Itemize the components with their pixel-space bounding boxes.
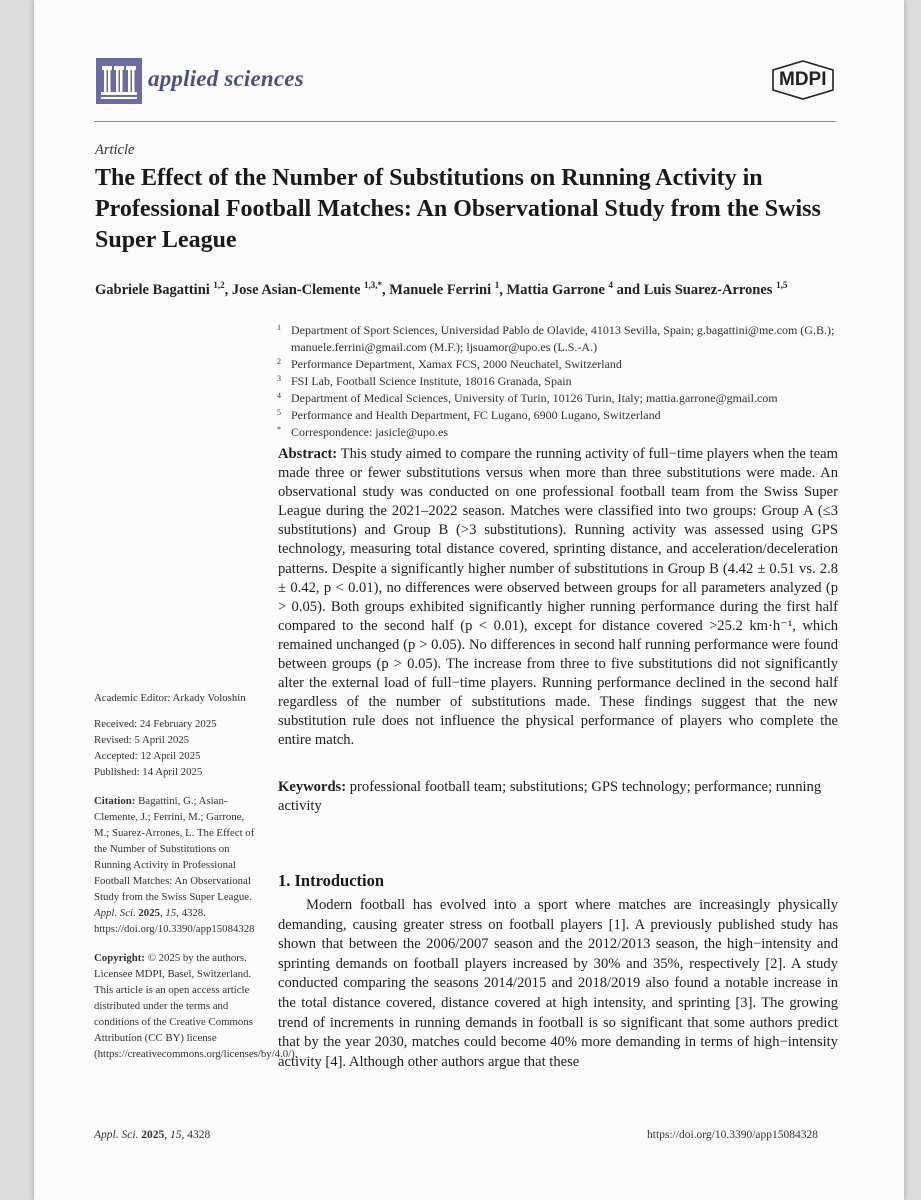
author-name: Luis Suarez-Arrones — [643, 281, 777, 298]
footer-journal: Appl. Sci. — [94, 1129, 139, 1141]
abstract — [278, 445, 838, 751]
citation-heading: Citation: — [94, 795, 136, 807]
paper-title: The Effect of the Number of Substitutions on Running Activity in Professional Football Matches: An Observational Study from the Swiss Super League — [95, 165, 821, 253]
author-name: Gabriele Bagattini — [95, 281, 214, 298]
published-date: Published: 14 April 2025 — [94, 766, 203, 778]
publisher-logo — [770, 60, 828, 96]
citation-text: Bagattini, G.; Asian-Clemente, J.; Ferrini, M.; Garrone, M.; Suarez-Arrones, L. The Effect of the Number of Substitutions on Running Activity in Professional Football Matches: An Observational Study from the Swiss Super League. — [94, 795, 255, 903]
copyright-text: © 2025 by the authors. Licensee MDPI, Basel, Switzerland. This article is an open access article distributed under the terms and conditions of the Creative Commons Attribution (CC BY) license (https://creativecommons.org/licenses/by/4.0/). — [94, 952, 298, 1060]
affiliation-text: Performance and Health Department, FC Lugano, 6900 Lugano, Switzerland — [291, 408, 661, 422]
author-affiliation-marker: 4 — [608, 280, 614, 290]
citation-doi[interactable]: , 4328. https://doi.org/10.3390/app15084328 — [94, 907, 255, 935]
author-affiliation-marker: 1,2 — [213, 280, 225, 290]
article-type: Article — [95, 142, 135, 158]
affiliation-item — [277, 424, 837, 441]
author-name: Jose Asian-Clemente — [231, 281, 365, 298]
affiliation-text: Correspondence: jasicle@upo.es — [291, 425, 449, 439]
affiliations — [277, 322, 837, 441]
footer-article-number: , 4328 — [181, 1129, 211, 1141]
footer-year: 2025 — [141, 1129, 165, 1141]
copyright-block — [94, 950, 298, 1062]
author-list — [95, 280, 855, 299]
section-heading-introduction: 1. Introduction — [278, 871, 385, 890]
paper-page — [34, 0, 904, 1200]
footer-volume: 15 — [170, 1129, 182, 1141]
affiliation-number: 2 — [277, 357, 281, 366]
footer-doi-link[interactable]: https://doi.org/10.3390/app15084328 — [647, 1129, 819, 1141]
accepted-date: Accepted: 12 April 2025 — [94, 750, 201, 762]
affiliation-number: 3 — [277, 374, 281, 383]
author-name: Manuele Ferrini — [389, 281, 495, 298]
introduction-text: Modern football has evolved into a sport where matches are increasingly physically demanding, causing greater stress on football players [1]. A previously published study has shown that between the 2006/2007 season and the 2012/2013 season, the high−intensity and sprinting demands on football players increased by 30% and 35%, respectively [2]. A study conducted comparing the seasons 2014/2015 and 2018/2019 also found a notable increase in the total distance covered, distance covered at high intensity, and sprinting [3]. The growing trend of increments in running demands in football is so significant that some authors predict that by the year 2030, matches could become 40% more demanding in terms of high−intensity activity [4]. Although other authors argue that these — [278, 897, 838, 1070]
abstract-heading: Abstract: — [278, 446, 338, 462]
affiliation-text: Department of Sport Sciences, Universidad Pablo de Olavide, 41013 Sevilla, Spain; g.bagattini@me.com (G.B.); manuele.ferrini@gmail.com (M.F.); ljsuamor@upo.es (L.S.-A.) — [291, 323, 835, 354]
received-date: Received: 24 February 2025 — [94, 718, 217, 730]
affiliation-item — [277, 322, 837, 356]
author-name: Mattia Garrone — [506, 281, 609, 298]
abstract-text: This study aimed to compare the running activity of full−time players when the team made three or fewer substitutions versus when more than three substitutions were made. An observational study was conducted on one professional football team from the Swiss Super League during the 2021–2022 season. Matches were classified into two groups: Group A (≤3 substitutions) and Group B (>3 substitutions). Running activity was assessed using GPS technology, measuring total distance covered, sprinting distance, and acceleration/deceleration patterns. Despite a significantly higher number of substitutions in Group B (4.42 ± 0.51 vs. 2.8 ± 0.42, p < 0.01), no differences were observed between groups for all parameters analyzed (p > 0.05). Both groups exhibited significantly higher running performance during the first half compared to the second half (p < 0.01), except for distance covered >25.2 km·h⁻¹, which remained unchanged (p > 0.05). No differences in second half running performance were found between groups (p > 0.05). The increase from three to five substitutions did not significantly alter the external load of full−time players. Running performance declined in the second half regardless of the number of substitutions made. These findings suggest that the new substitution rule does not influence the physical performance of players who complete the entire match. — [278, 446, 838, 749]
affiliation-text: FSI Lab, Football Science Institute, 18016 Granada, Spain — [291, 374, 572, 388]
publication-dates — [94, 716, 262, 780]
citation-block: Citation: Bagattini, G.; Asian-Clemente, J.; Ferrini, M.; Garrone, M.; Suarez-Arrones, L. The Effect of the Number of Substitutions on Running Activity in Professional Football Matches: An Observational Study from the Swiss Super League. Appl. Sci. 2025, 15, 4328. https://doi.org/10.3390/app15084328 — [94, 795, 255, 935]
affiliation-text: Department of Medical Sciences, University of Turin, 10126 Turin, Italy; mattia.garrone@gmail.com — [291, 391, 778, 405]
affiliation-item — [277, 356, 837, 373]
author-affiliation-marker: 1 — [494, 280, 500, 290]
journal-name: applied sciences — [148, 66, 304, 91]
affiliation-item — [277, 407, 837, 424]
affiliation-item — [277, 390, 837, 407]
author-separator: , — [499, 281, 507, 298]
header-divider — [94, 121, 836, 122]
affiliation-number: 4 — [277, 391, 281, 400]
citation-year: 2025 — [138, 907, 160, 919]
academic-editor: Academic Editor: Arkady Voloshin — [94, 692, 246, 704]
journal-logo-icon — [96, 58, 142, 104]
citation-volume: 15 — [165, 907, 177, 919]
affiliation-number: 5 — [277, 408, 281, 417]
keywords-heading: Keywords: — [278, 779, 347, 795]
revised-date: Revised: 5 April 2025 — [94, 734, 190, 746]
affiliation-number: * — [277, 425, 281, 434]
affiliation-text: Performance Department, Xamax FCS, 2000 Neuchatel, Switzerland — [291, 357, 622, 371]
keywords-text: professional football team; substitutions; GPS technology; performance; running activity — [278, 779, 822, 815]
footer-citation: Appl. Sci. 2025, 15, 4328 — [94, 1129, 211, 1141]
copyright-heading: Copyright: — [94, 952, 145, 964]
author-affiliation-marker: 1,5 — [776, 280, 788, 290]
keywords — [278, 778, 838, 816]
author-separator: , — [224, 281, 232, 298]
author-separator: , — [382, 281, 390, 298]
affiliation-item — [277, 373, 837, 390]
author-affiliation-marker: 1,3,* — [364, 280, 383, 290]
author-separator: and — [613, 281, 644, 298]
publisher-name: MDPI — [779, 69, 827, 90]
citation-journal: Appl. Sci. — [94, 907, 136, 919]
affiliation-number: 1 — [277, 323, 281, 332]
